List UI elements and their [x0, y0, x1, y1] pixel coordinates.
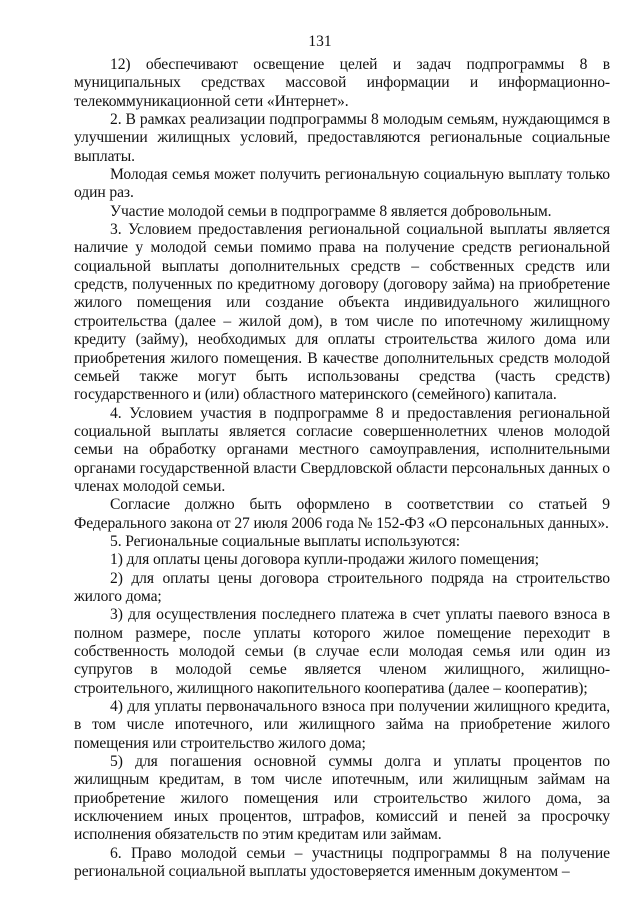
document-body: [74, 56, 610, 881]
paragraph-section-5: 5. Региональные социальные выплаты используются:: [110, 532, 460, 550]
paragraph-section-6: 6. Право молодой семьи – участницы подпрограммы 8 на получение региональной социальной выплаты удостоверяется именным документом –: [74, 844, 610, 881]
paragraph-voluntary: Участие молодой семьи в подпрограмме 8 является добровольным.: [110, 202, 552, 220]
list-item-4: 4) для уплаты первоначального взноса при получении жилищного кредита, в том числе ипотечного, или жилищного займа на приобретение жилого помещения или строительство жилого дома;: [74, 698, 610, 752]
paragraph-section-2: 2. В рамках реализации подпрограммы 8 молодым семьям, нуждающимся в улучшении жилищных условий, предоставляются региональные социальные выплаты.: [74, 111, 610, 165]
page-number: 131: [308, 33, 332, 50]
list-item-1: 1) для оплаты цены договора купли-продажи жилого помещения;: [110, 551, 539, 569]
paragraph-section-4: 4. Условием участия в подпрограмме 8 и предоставления региональной социальной выплаты является согласие совершеннолетних членов молодой семьи на обработку органами местного самоуправления, исполнительными органами государственной власти Свердловской области персональных данных о членах молодой семьи.: [74, 404, 610, 495]
paragraph-item-12: 12) обеспечивают освещение целей и задач подпрограммы 8 в муниципальных средствах массовой информации и информационно-телекоммуникационной сети «Интернет».: [74, 56, 610, 110]
paragraph-consent: Согласие должно быть оформлено в соответствии со статьей 9 Федерального закона от 27 июля 2006 года № 152-ФЗ «О персональных данных».: [74, 496, 610, 532]
paragraph-section-3: 3. Условием предоставления региональной социальной выплаты является наличие у молодой семьи помимо права на получение средств региональной социальной выплаты дополнительных средств – собственных средств или средств, полученных по кредитному договору (договору займа) на приобретение жилого помещения или создание объекта индивидуального жилищного строительства (далее – жилой дом), в том числе по ипотечному жилищному кредиту (займу), необходимых для оплаты строительства жилого дома или приобретения жилого помещения. В качестве дополнительных средств молодой семьей также могут быть использованы средства (часть средств) государственного и (или) областного материнского (семейного) капитала.: [74, 221, 610, 404]
paragraph-one-time: Молодая семья может получить региональную социальную выплату только один раз.: [74, 166, 610, 202]
list-item-2: 2) для оплаты цены договора строительного подряда на строительство жилого дома;: [74, 569, 610, 605]
list-item-3: 3) для осуществления последнего платежа в счет уплаты паевого взноса в полном размере, после уплаты которого жилое помещение переходит в собственность молодой семьи (в случае если молодая семья или один из супругов в молодой семье является членом жилищного, жилищно-строительного, жилищного накопительного кооператива (далее – кооператив);: [74, 606, 610, 697]
list-item-5: 5) для погашения основной суммы долга и уплаты процентов по жилищным кредитам, в том числе ипотечным, или жилищным займам на приобретение жилого помещения или строительство жилого дома, за исключением иных процентов, штрафов, комиссий и пеней за просрочку исполнения обязательств по этим кредитам или займам.: [74, 753, 610, 844]
